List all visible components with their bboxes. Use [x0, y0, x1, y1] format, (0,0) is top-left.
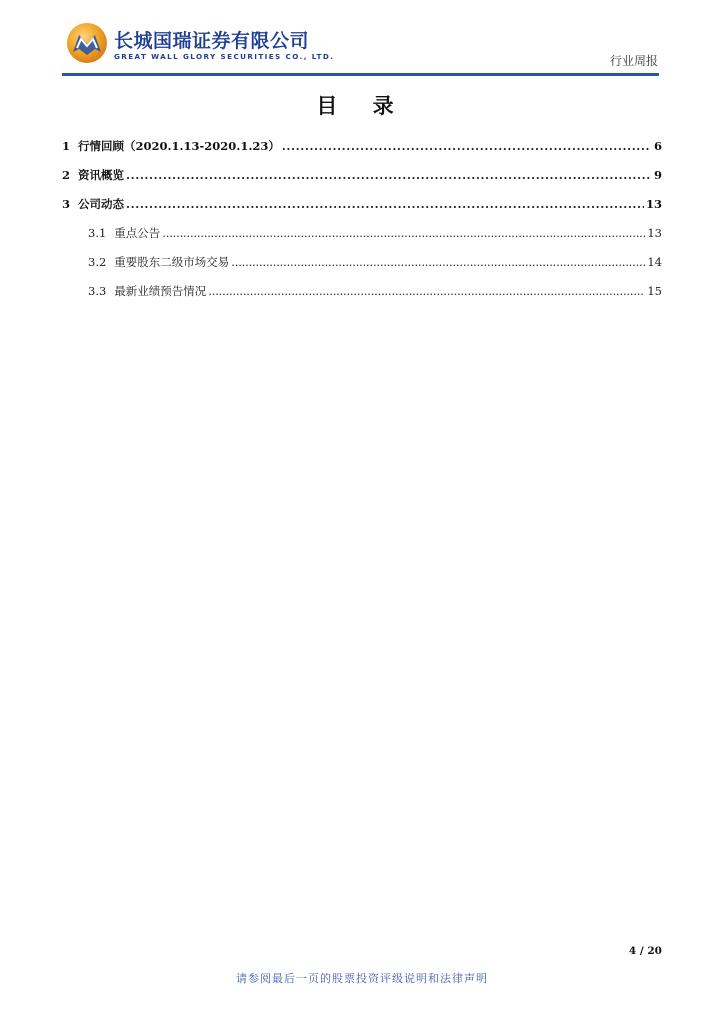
toc-entry-number: 3 — [62, 197, 71, 211]
toc-entry-1[interactable] — [62, 136, 662, 165]
toc-entry-page: 13 — [647, 226, 662, 240]
toc-entry-title: 最新业绩预告情况 — [114, 284, 207, 298]
toc-entry-number: 1 — [62, 139, 71, 153]
toc-entry-page: 13 — [645, 197, 662, 211]
toc-entry-3-2[interactable] — [62, 252, 662, 281]
company-logo-icon — [66, 22, 108, 64]
toc-entry-number: 3.1 — [88, 226, 107, 240]
toc-entry-page: 6 — [653, 139, 662, 153]
toc-entry-number: 3.3 — [88, 284, 107, 298]
page-header — [0, 0, 724, 80]
toc-entry-2[interactable] — [62, 165, 662, 194]
toc-entry-title: 行情回顾（2020.1.13-2020.1.23） — [78, 139, 280, 153]
toc-entry-title: 资讯概览 — [78, 168, 125, 182]
toc-entry-number: 2 — [62, 168, 71, 182]
company-name-en: GREAT WALL GLORY SECURITIES CO., LTD. — [114, 52, 335, 61]
toc-entry-3-3[interactable] — [62, 281, 662, 310]
toc-leader-dots — [208, 281, 645, 301]
footer-disclaimer: 请参阅最后一页的股票投资评级说明和法律声明 — [236, 972, 488, 985]
toc-entry-3-1[interactable] — [62, 223, 662, 252]
header-divider — [62, 73, 659, 76]
toc-entry-title: 重点公告 — [114, 226, 161, 240]
company-name-cn: 长城国瑞证券有限公司 — [114, 30, 310, 52]
toc-leader-dots — [282, 136, 650, 156]
toc-entry-title: 重要股东二级市场交易 — [114, 255, 230, 269]
toc-entry-number: 3.2 — [88, 255, 107, 269]
toc-entry-title: 公司动态 — [78, 197, 125, 211]
toc-entry-3[interactable] — [62, 194, 662, 223]
toc-entry-page: 15 — [647, 284, 662, 298]
toc-title: 目 录 — [316, 94, 408, 118]
toc-leader-dots — [162, 223, 645, 243]
toc-leader-dots — [126, 194, 644, 214]
toc-entry-page: 9 — [653, 168, 662, 182]
toc-leader-dots — [231, 252, 645, 272]
table-of-contents — [62, 136, 662, 310]
toc-leader-dots — [126, 165, 650, 185]
page-number: 4 / 20 — [628, 945, 662, 957]
toc-entry-page: 14 — [647, 255, 662, 269]
report-type-label: 行业周报 — [609, 54, 658, 68]
